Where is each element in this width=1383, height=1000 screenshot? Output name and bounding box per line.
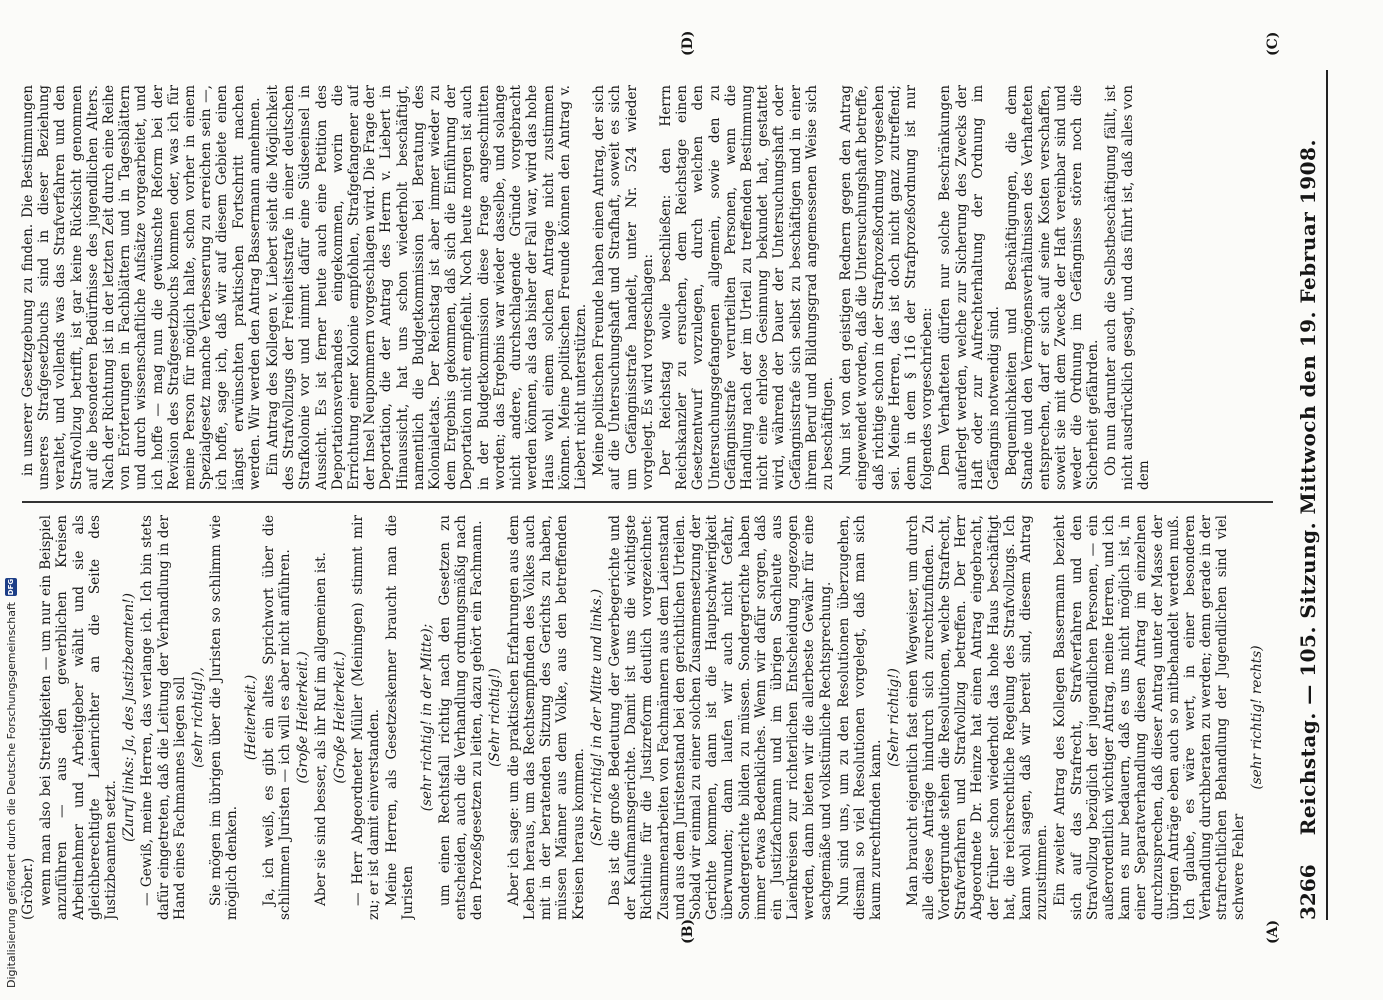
paragraph: Ob nun darunter auch die Selbstbeschäftigung fällt, ist nicht ausdrücklich gesagt, und das führt ist, daß alles von dem [1103,85,1152,490]
right-text-column [20,85,1273,490]
paragraph: Meine Herren, als Gesetzeskenner braucht man die Juristen [384,515,417,920]
interjection: (Große Heiterkeit.) [331,651,348,784]
paragraph: Nun ist von den geistigen Rednern gegen den Antrag eingewendet worden, daß die Untersuchungshaft betreffe, daß richtige schon in der Strafprozeßordnung vorgesehen sei. Meine Herren, das ist doch nicht ganz zutreffend; denn in dem § 116 der Strafprozeßordnung ist nur folgendes vorgeschrieben: [838,85,936,490]
paragraph: Aber sie sind besser, als ihr Ruf im allgemeinen ist. [313,552,330,906]
paragraph: um einen Rechtsfall richtig nach den Gesetzen zu entscheiden, auch die Verhandlung ordnungsmäßig nach den Prozeßgesetzen zu leiten, dazu gehört ein Fachmann. [436,515,486,920]
paragraph: — Herr Abgeordneter Müller (Meiningen) stimmt mir zu; er ist damit einverstanden. [349,515,383,920]
paragraph: Das ist die große Bedeutung der Gewerbegerichte und der Kaufmannsgerichte. Damit ist uns die wichtigste Richtlinie für die Justizreform deutlich vorgezeichnet: Zusammenarbeiten von Fachmännern aus dem Laienstand und aus dem Juristenstand bei den gerichtlichen Urteilen. Sobald wir einmal zu einer solchen Zusammensetzung der Gerichte kommen, dann ist die Hauptschwierigkeit überwunden; dann laufen wir auch nicht Gefahr, Sondergerichte bilden zu müssen. Sondergerichte haben immer etwas Bedenkliches. Wenn wir dafür sorgen, daß ein Justizfachmann und im übrigen Sachleute aus Laienkreisen zur richterlichen Entscheidung zugezogen werden, dann bieten wir die allerbeste Gewähr für eine sachgemäße und volkstümliche Rechtsprechung. [606,515,834,920]
interjection: (Sehr richtig! in der Mitte und links.) [588,588,605,847]
paragraph: in unserer Gesetzgebung zu finden. Die Bestimmungen unseres Strafgesetzbuchs sind in dieser Beziehung veraltet, und vollends was das Strafverfahren und den Strafvollzug betrifft, ist gar keine Rücksicht genommen auf die besonderen Bedürfnisse des jugendlichen Alters. Nach der Richtung ist in der letzten Zeit durch eine Reihe von Erörterungen in Fachblättern und in Tagesblättern und durch wissenschaftliche Aufsätze vorgearbeitet, und ich hoffe — mag nun die gewünschte Reform bei der Revision des Strafgesetzbuchs kommen oder, was ich für meine Person für möglich halte, schon vorher in einem Spezialgesetz manche Verbesserung zu erreichen sein —, ich hoffe, sage ich, daß wir auf diesem Gebiete einen längst erwünschten praktischen Fortschritt machen werden. Wir werden den Antrag Bassermann annehmen. [20,85,263,490]
margin-marker-b: (B) [680,918,696,944]
column-divider [22,501,1273,503]
interjection: (Sehr richtig!) [487,668,504,767]
page-header [1290,70,1328,920]
paragraph: wenn man also bei Streitigkeiten — um nur ein Beispiel anzuführen — aus den gewerblichen Kreisen Arbeitnehmer und Arbeitgeber wählt und sie als gleichberechtigte Laienrichter an die Seite des Justizbeamten setzt. [38,515,120,920]
margin-marker-d: (D) [680,30,696,56]
paragraph: Dem Verhafteten dürfen nur solche Beschränkungen auferlegt werden, welche zur Sicherung des Zwecks der Haft oder zur Aufrechterhaltung der Ordnung im Gefängnis notwendig sind. [937,85,1002,490]
interjection: (Zuruf links: Ja, des Justizbeamten!) [121,593,138,842]
interjection: (sehr richtig! in der Mitte); [418,623,435,812]
paragraph: Bequemlichkeiten und Beschäftigungen, die dem Stande und den Vermögensverhältnissen des Verhafteten entsprechen, darf er sich auf seine Kosten verschaffen, soweit sie mit dem Zwecke der Haft vereinbar sind und weder die Ordnung im Gefängnisse stören noch die Sicherheit gefährden. [1004,85,1102,490]
speaker-label: (Gröber.) [20,857,36,920]
margin-marker-a: (A) [1265,919,1281,944]
interjection: (Sehr richtig!) [886,668,903,767]
left-text-column [20,515,1273,920]
paragraph: — Gewiß, meine Herren, das verlange ich. Ich bin stets dafür eingetreten, daß die Leitung der Verhandlung in der Hand eines Fachmannes liegen soll [139,515,188,920]
paragraph: Man braucht eigentlich fast einen Wegweiser, um durch alle diese Anträge hindurch sich zurechtzufinden. Zu Vordergrunde stehen die Resolutionen, welche Strafrecht, Strafverfahren und Strafvollzug betreffen. Der Herr Abgeordnete Dr. Heinze hat einen Antrag eingebracht, der früher schon wiederholt das hohe Haus beschäftigt hat, die reichsrechtliche Regelung des Strafvollzugs. Ich kann wohl sagen, daß wir bereit sind, diesem Antrag zuzustimmen. [904,515,1051,920]
dfg-logo-icon: DFG [7,578,15,596]
paragraph: Ein zweiter Antrag des Kollegen Bassermann bezieht sich auf das Strafrecht, Strafverfahren und den Strafvollzug bezüglich der jugendlichen Personen, — ein außerordentlich wichtiger Antrag, meine Herren, und ich kann es nur bedauern, daß es uns nicht möglich ist, in einer Separatverhandlung diesen Antrag im einzelnen durchzusprechen, daß dieser Antrag unter der Masse der übrigen Anträge eben auch so mitbehandelt werden muß. Ich glaube, es wäre wert, in einer besonderen Verhandlung durchberaten zu werden; denn gerade in der strafrechtlichen Behandlung der Jugendlichen sind viel schwere Fehler [1052,515,1247,920]
credit-text: Digitalisierung gefördert durch die Deutsche Forschungsgemeinschaft [4,602,18,988]
page-number: 3266 [1296,864,1320,920]
paragraph: Sie mögen im übrigen über die Juristen so schlimm wie möglich denken. [208,515,241,920]
paragraph: Meine politischen Freunde haben einen Antrag, der sich auf die Untersuchungshaft und Strafhaft, soweit es sich um Gefängnisstrafe handelt, unter Nr. 524 wieder vorgelegt. Es wird vorgeschlagen: [591,85,656,490]
paragraph: Ja, ich weiß, es gibt ein altes Sprichwort über die schlimmen Juristen — ich will es aber nicht anführen. [260,515,294,920]
page-title: Reichstag. — 105. Sitzung. Mittwoch den 19. Februar 1908. [1296,139,1320,836]
digitization-credit [2,0,22,1000]
paragraph: Nun sind uns, um zu den Resolutionen überzugehen, diesmal so viel Resolutionen vorgelegt, daß man sich kaum zurechtfinden kann. [835,515,885,920]
interjection: (Heiterkeit.) [242,674,259,761]
paragraph: Aber ich sage: um die praktischen Erfahrungen aus dem Leben heraus, um das Rechtsempfinden des Volkes auch mit in der beratenden Sitzung des Gerichts zu haben, müssen Männer aus dem Volke, aus den betreffenden Kreisen heraus kommen. [505,515,587,920]
interjection: (Große Heiterkeit.) [295,651,312,784]
paragraph: Ein Antrag des Kollegen v. Liebert sieht die Möglichkeit des Strafvollzugs der Freiheitsstrafe in einer deutschen Strafkolonie vor und nimmt dafür eine Südseeinsel in Aussicht. Es ist ferner heute auch eine Petition des Deportationsverbandes eingekommen, worin die Errichtung einer Kolonie empfohlen, Strafgefangener auf der Insel Neupommern vorgeschlagen wird. Die Frage der Deportation, die der Antrag des Herrn v. Liebert in Hinaussicht, hat uns schon wiederholt beschäftigt, namentlich die Budgetkommission bei Beratung des Kolonialetats. Der Reichstag ist aber immer wieder zu dem Ergebnis gekommen, daß sich die Einführung der Deportation nicht empfiehlt. Noch heute morgen ist auch in der Budgetkommission diese Frage angeschnitten worden; das Ergebnis war wieder dasselbe, und solange nicht andere, durchschlagende Gründe vorgebracht werden können, als das bisher der Fall war, wird das hohe Haus wohl einem solchen Antrage nicht zustimmen können. Meine politischen Freunde können den Antrag v. Liebert nicht unterstützen. [265,85,589,490]
paragraph: Der Reichstag wolle beschließen: den Herrn Reichskanzler zu ersuchen, dem Reichstage einen Gesetzentwurf vorzulegen, durch welchen den Untersuchungsgefangenen allgemein, sowie den zu Gefängnisstrafe verurteilten Personen, wenn die Handlung nach der im Urteil zu treffenden Bestimmung nicht eine ehrlose Gesinnung bekundet hat, gestattet wird, während der Dauer der Untersuchungshaft oder Gefängnisstrafe sich selbst zu beschäftigen und in einer ihrem Beruf und Bildungsgrad angemessenen Weise sich zu beschäftigen. [657,85,836,490]
interjection: (sehr richtig! rechts) [1248,645,1265,790]
margin-marker-c: (C) [1265,31,1281,56]
interjection: (sehr richtig!), [190,667,207,768]
